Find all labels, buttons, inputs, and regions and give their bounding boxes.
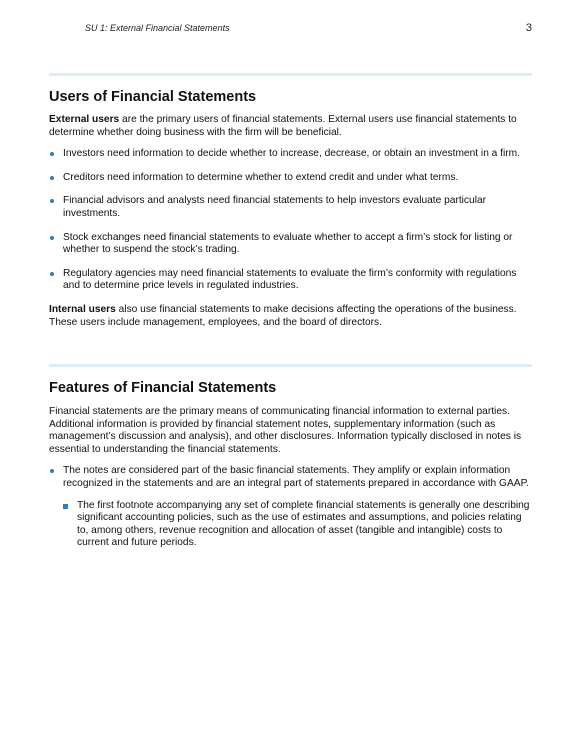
features-list <box>49 465 532 490</box>
list-item <box>49 172 532 185</box>
list-item-text: Regulatory agencies may need financial statements to evaluate the firm’s conformity with regulations and to determine price levels in regulated industries. <box>63 267 517 292</box>
features-sublist <box>49 500 532 550</box>
running-title: SU 1: External Financial Statements <box>85 23 230 33</box>
square-bullet-icon <box>63 504 68 509</box>
page-number: 3 <box>525 22 532 34</box>
bullet-icon <box>50 176 54 180</box>
paragraph <box>49 304 532 329</box>
bullet-icon <box>50 199 54 203</box>
users-section <box>49 89 532 329</box>
paragraph <box>49 114 532 139</box>
list-item <box>49 232 532 257</box>
list-item-text: Creditors need information to determine whether to extend credit and under what terms. <box>63 171 459 183</box>
features-section <box>49 380 532 550</box>
list-item-text: Investors need information to decide whether to increase, decrease, or obtain an investment in a firm. <box>63 148 520 160</box>
term-internal-users: Internal users <box>49 303 116 315</box>
bullet-icon <box>50 469 54 473</box>
list-item-text: The notes are considered part of the basic financial statements. They amplify or explain information recognized in the statements and are an integral part of statements prepared in accordance with GAAP. <box>63 465 529 489</box>
term-external-users: External users <box>49 114 120 125</box>
list-item <box>49 148 532 161</box>
list-item-text: Stock exchanges need financial statements to evaluate whether to accept a firm’s stock for listing or whether to suspend the stock’s trading. <box>63 231 513 256</box>
section-divider <box>49 73 532 76</box>
page-header <box>85 22 532 34</box>
paragraph: Financial statements are the primary means of communicating financial information to external parties. Additional information is provided by financial statement notes, supplementary information (such as management’s discussion and analysis), and other disclosures. Information typically disclosed in notes is essential to understanding the financial statements. <box>49 406 522 455</box>
list-item-text: The first footnote accompanying any set of complete financial statements is generally one describing significant accounting policies, such as the use of estimates and assumptions, and policies relating to, among others, revenue recognition and allocation of asset (tangible and intangible) costs to current and future periods. <box>77 499 530 549</box>
list-item <box>49 465 532 490</box>
paragraph-text: are the primary users of financial statements. External users use financial statements to determine whether doing business with the firm will be beneficial. <box>49 114 517 138</box>
list-item-text: Financial advisors and analysts need financial statements to help investors evaluate particular investments. <box>63 195 487 219</box>
bullet-icon <box>50 152 54 156</box>
section-divider <box>49 364 532 367</box>
bullet-icon <box>50 272 54 276</box>
section-heading: Users of Financial Statements <box>49 89 257 105</box>
users-list <box>49 148 532 293</box>
list-item <box>49 195 532 220</box>
bullet-icon <box>50 236 54 240</box>
paragraph-text: also use financial statements to make decisions affecting the operations of the business. These users include management, employees, and the board of directors. <box>49 303 517 328</box>
list-item <box>49 268 532 293</box>
section-heading: Features of Financial Statements <box>49 380 277 396</box>
sub-list-item <box>49 500 532 550</box>
